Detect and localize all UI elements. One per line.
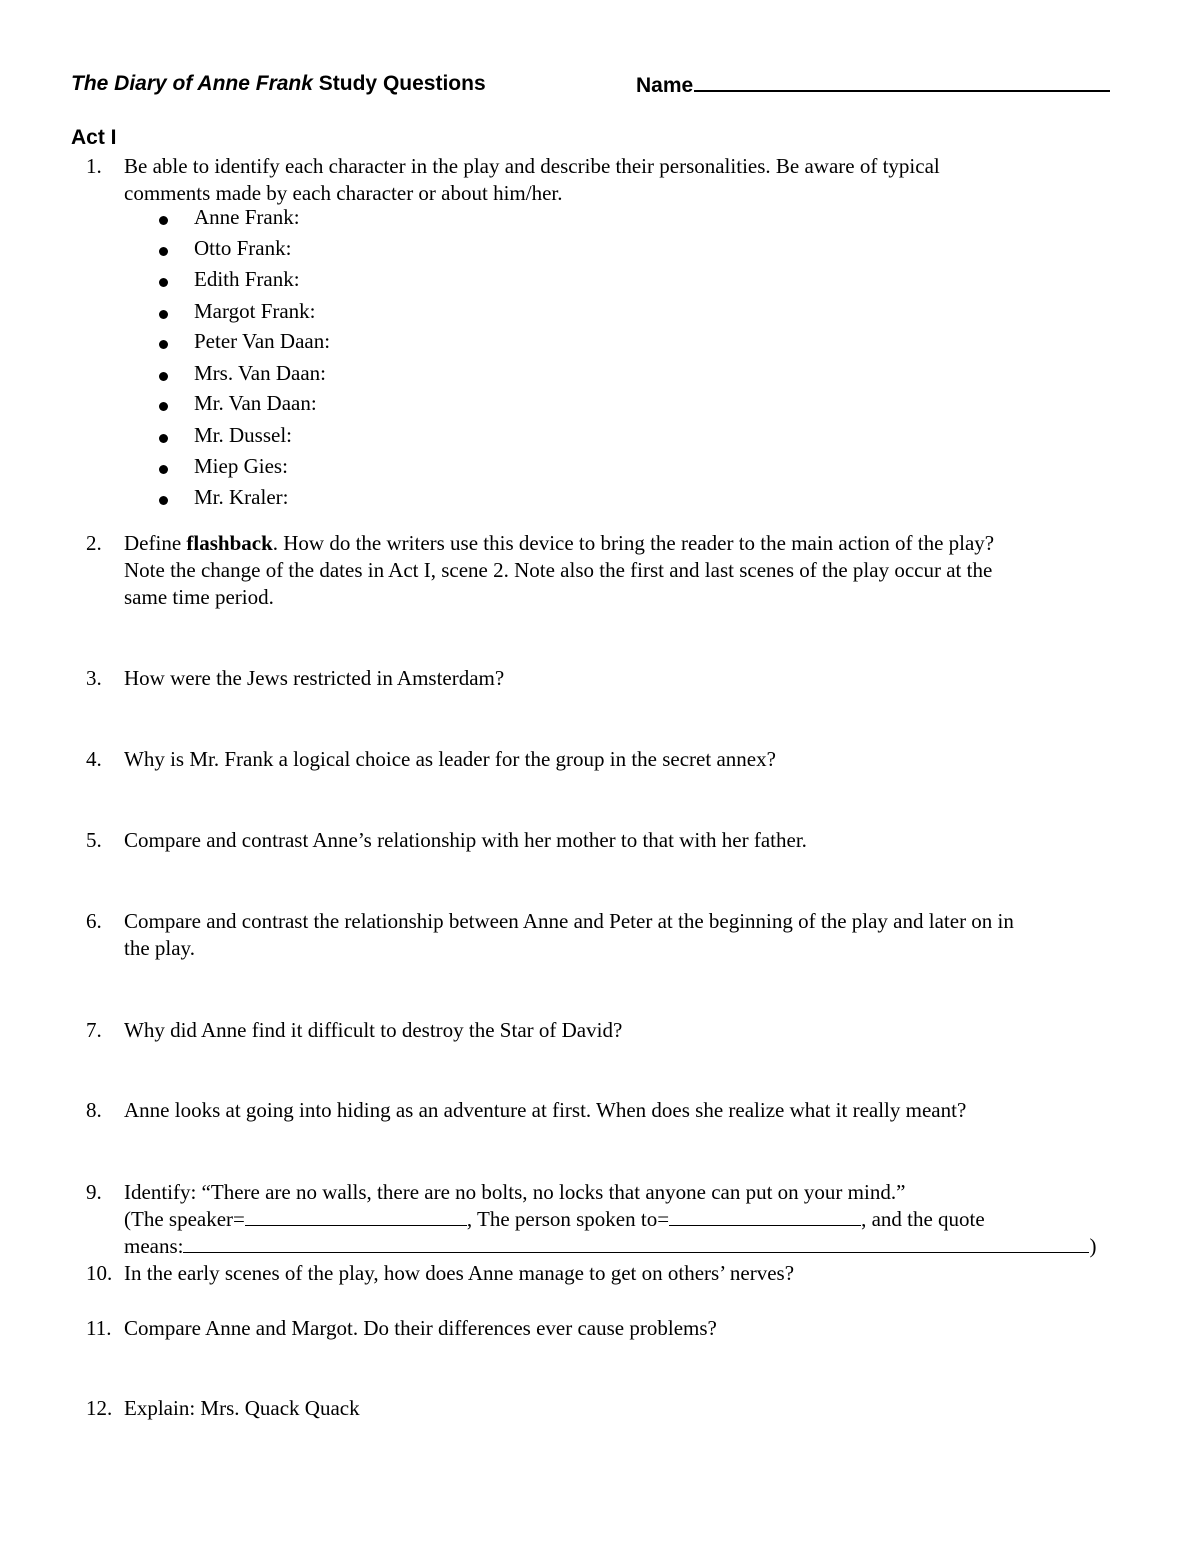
question-number: 6. [86, 909, 102, 933]
means-label: means: [124, 1234, 184, 1258]
text-segment: . How do the writers use this device to bring the reader to the main action of the play? [272, 531, 995, 555]
document-header [71, 72, 1131, 102]
bullet-icon [159, 402, 168, 411]
quote-means-label: , and the quote [861, 1207, 985, 1231]
spoken-to-label: , The person spoken to= [466, 1207, 670, 1231]
question-line: Compare and contrast the relationship between Anne and Peter at the beginning of the play and later on in [124, 909, 1014, 933]
bullet-icon [159, 310, 168, 319]
character-label: Edith Frank: [194, 267, 300, 291]
question-line [124, 1206, 1124, 1233]
question-text: Compare Anne and Margot. Do their differences ever cause problems? [124, 1316, 717, 1340]
question-number: 10. [86, 1261, 113, 1285]
character-label: Peter Van Daan: [194, 329, 331, 353]
means-blank[interactable] [183, 1234, 1089, 1253]
name-blank-line[interactable] [694, 72, 1110, 92]
section-heading: Act I [71, 126, 117, 149]
character-label: Otto Frank: [194, 236, 292, 260]
question-number: 3. [86, 666, 102, 690]
question-line [124, 1233, 1124, 1260]
character-label: Mr. Dussel: [194, 423, 293, 447]
title-rest: Study Questions [312, 72, 486, 95]
bullet-icon [159, 278, 168, 287]
question-text: Anne looks at going into hiding as an adventure at first. When does she realize what it really meant? [124, 1098, 967, 1122]
character-label: Mr. Van Daan: [194, 391, 317, 415]
title-italic: The Diary of Anne Frank [71, 72, 313, 95]
character-label: Mrs. Van Daan: [194, 361, 327, 385]
character-label: Margot Frank: [194, 299, 316, 323]
bullet-icon [159, 247, 168, 256]
question-text: Why did Anne find it difficult to destroy the Star of David? [124, 1018, 623, 1042]
question-number: 7. [86, 1018, 102, 1042]
question-number: 4. [86, 747, 102, 771]
document-title [71, 72, 486, 96]
speaker-label: (The speaker= [124, 1207, 245, 1231]
question-line: comments made by each character or about him/her. [124, 181, 563, 205]
question-text: How were the Jews restricted in Amsterdam? [124, 666, 505, 690]
question-number: 8. [86, 1098, 102, 1122]
question-text: Why is Mr. Frank a logical choice as leader for the group in the secret annex? [124, 747, 776, 771]
question-text [124, 153, 1124, 207]
question-line: the play. [124, 936, 195, 960]
question-number: 5. [86, 828, 102, 852]
bullet-icon [159, 340, 168, 349]
question-text: Explain: Mrs. Quack Quack [124, 1396, 360, 1420]
question-number: 11. [86, 1316, 112, 1340]
question-text: In the early scenes of the play, how does Anne manage to get on others’ nerves? [124, 1261, 795, 1285]
question-line: Identify: “There are no walls, there are no bolts, no locks that anyone can put on your mind.” [124, 1180, 906, 1204]
name-field [636, 72, 1110, 98]
close-paren: ) [1089, 1234, 1097, 1258]
bullet-icon [159, 434, 168, 443]
bullet-icon [159, 496, 168, 505]
question-text [124, 908, 1124, 962]
question-line [124, 530, 1124, 557]
text-segment: Define [124, 531, 187, 555]
question-number: 9. [86, 1180, 102, 1204]
question-text [124, 1179, 1124, 1260]
character-label: Anne Frank: [194, 205, 300, 229]
bullet-icon [159, 465, 168, 474]
question-text: Compare and contrast Anne’s relationship with her mother to that with her father. [124, 828, 807, 852]
question-number: 2. [86, 531, 102, 555]
question-text [124, 530, 1124, 611]
question-line: same time period. [124, 585, 274, 609]
speaker-blank[interactable] [245, 1207, 467, 1226]
spoken-to-blank[interactable] [669, 1207, 861, 1226]
bullet-icon [159, 216, 168, 225]
question-line: Note the change of the dates in Act I, scene 2. Note also the first and last scenes of the play occur at the [124, 558, 993, 582]
bullet-icon [159, 372, 168, 381]
term-flashback: flashback [186, 531, 273, 555]
question-number: 12. [86, 1396, 113, 1420]
question-line: Be able to identify each character in the play and describe their personalities. Be aware of typical [124, 154, 940, 178]
question-number: 1. [86, 154, 102, 178]
character-label: Miep Gies: [194, 454, 288, 478]
character-label: Mr. Kraler: [194, 485, 289, 509]
name-label: Name [636, 74, 694, 97]
